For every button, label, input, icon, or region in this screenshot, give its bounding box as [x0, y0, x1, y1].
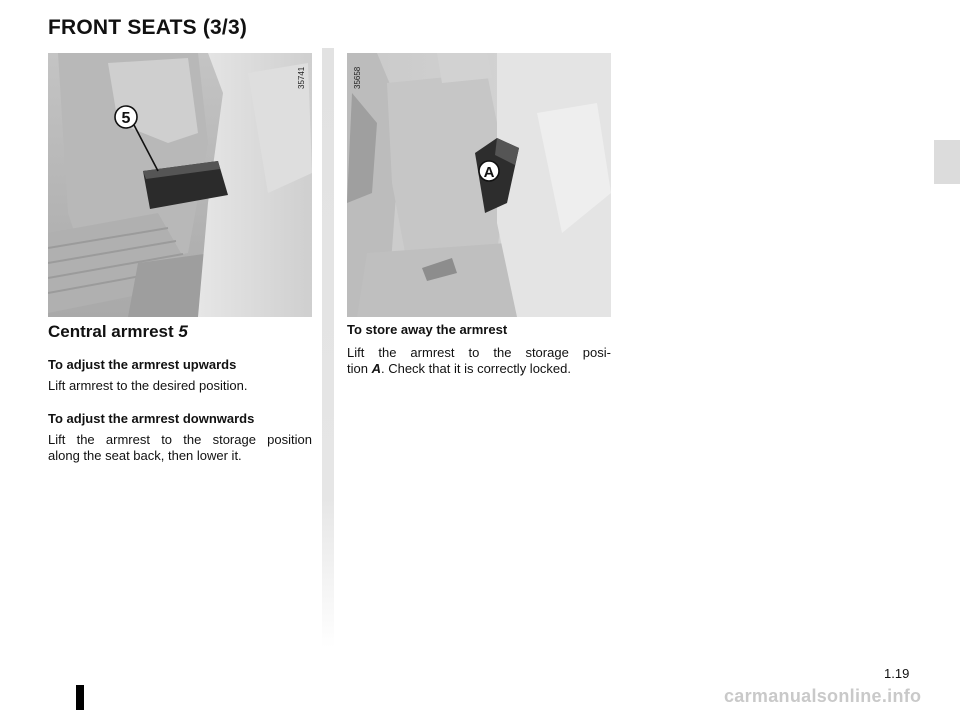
store-line-2 — [347, 361, 611, 377]
downward-subheading: To adjust the armrest downwards — [48, 411, 255, 426]
upward-paragraph: Lift armrest to the desired position. — [48, 378, 248, 393]
heading-ref: 5 — [178, 322, 188, 341]
upward-subheading: To adjust the armrest upwards — [48, 357, 237, 372]
column-divider — [322, 48, 334, 648]
figure-reference-number: 35658 — [353, 66, 362, 89]
callout-5-label: 5 — [121, 110, 131, 127]
downward-line-1: Lift the armrest to the storage position — [48, 432, 312, 447]
page-title: FRONT SEATS (3/3) — [48, 16, 248, 39]
corner-crop-mark — [76, 685, 84, 710]
heading-text: Central armrest — [48, 322, 174, 341]
store-line-2-post: . Check that it is correctly locked. — [380, 361, 571, 376]
store-subheading: To store away the armrest — [347, 322, 508, 337]
page-number: 1.19 — [884, 666, 910, 681]
armrest-stored-illustration — [347, 53, 611, 317]
store-line-1: Lift the armrest to the storage posi- — [347, 345, 611, 360]
store-line-2-ref: A — [371, 361, 381, 376]
callout-a-label: A — [483, 164, 495, 181]
figure-reference-number: 35741 — [297, 66, 306, 89]
armrest-stored-drawing — [347, 53, 611, 317]
watermark: carmanualsonline.info — [724, 686, 922, 706]
armrest-lowered-illustration — [48, 53, 312, 317]
section-heading — [48, 322, 188, 342]
store-line-2-pre: tion — [347, 361, 368, 376]
downward-line-2: along the seat back, then lower it. — [48, 448, 242, 463]
armrest-lowered-drawing — [48, 53, 312, 317]
chapter-tab-marker — [934, 140, 960, 184]
